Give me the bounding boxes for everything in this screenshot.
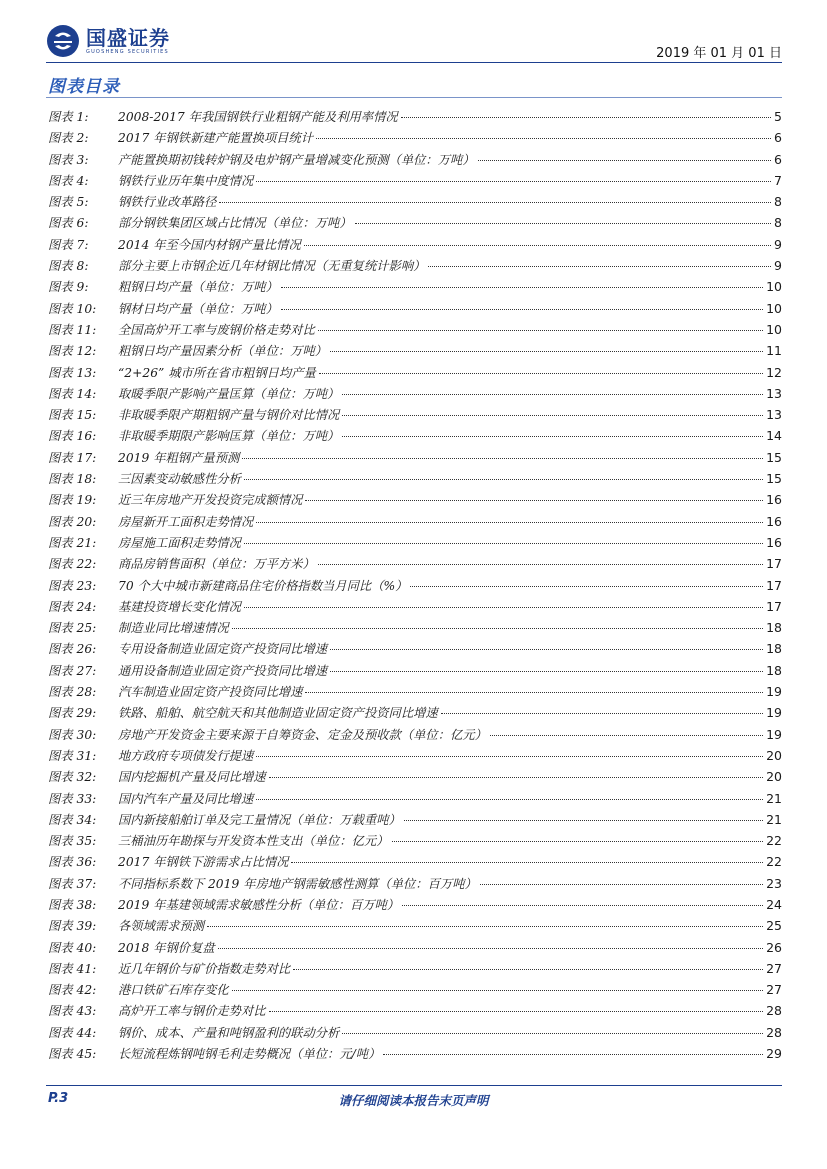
toc-leader-dots [219, 202, 771, 203]
toc-leader-dots [218, 948, 763, 949]
toc-entry-label: 图表 16: [48, 429, 97, 444]
toc-entry-page: 10 [766, 321, 782, 337]
toc-entry-page: 16 [766, 513, 782, 529]
toc-leader-dots [256, 756, 763, 757]
toc-entry[interactable] [48, 1023, 782, 1044]
toc-entry[interactable] [48, 150, 782, 171]
page-header [46, 20, 782, 64]
toc-entry-label: 图表 5: [48, 195, 89, 210]
toc-entry[interactable] [48, 725, 782, 746]
toc-entry-label: 图表 20: [48, 514, 97, 529]
page-number: P.3 [48, 1091, 69, 1106]
toc-entry-page: 29 [766, 1046, 782, 1062]
toc-entry-label: 图表 3: [48, 152, 89, 167]
toc-entry[interactable] [48, 256, 782, 277]
toc-entry-page: 6 [774, 151, 782, 167]
toc-entry-label: 图表 25: [48, 621, 97, 636]
toc-entry-label: 图表 21: [48, 535, 97, 550]
toc-entry[interactable] [48, 128, 782, 149]
toc-entry[interactable] [48, 661, 782, 682]
toc-entry[interactable] [48, 469, 782, 490]
toc-entry-page: 26 [766, 939, 782, 955]
toc-entry-page: 19 [766, 726, 782, 742]
toc-entry-title: 商品房销售面积（单位：万平方米） [118, 557, 315, 572]
toc-leader-dots [293, 969, 763, 970]
toc-entry[interactable] [48, 213, 782, 234]
toc-entry-title: 国内汽车产量及同比增速 [118, 791, 254, 806]
toc-entry-title: 基建投资增长变化情况 [118, 599, 241, 614]
toc-entry-label: 图表 31: [48, 748, 97, 763]
toc-entry-label: 图表 14: [48, 386, 97, 401]
toc-entry-label: 图表 10: [48, 301, 97, 316]
toc-entry-label: 图表 40: [48, 940, 97, 955]
disclaimer-note: 请仔细阅读本报告末页声明 [338, 1093, 489, 1108]
toc-entry-title: 钢材日均产量（单位：万吨） [118, 301, 278, 316]
toc-entry[interactable] [48, 192, 782, 213]
toc-leader-dots [256, 799, 763, 800]
toc-entry-page: 6 [774, 130, 782, 146]
toc-entry-title: 粗钢日均产量因素分析（单位：万吨） [118, 344, 328, 359]
toc-entry[interactable] [48, 597, 782, 618]
toc-leader-dots [269, 777, 764, 778]
toc-entry-title: 港口铁矿石库存变化 [118, 983, 229, 998]
toc-entry[interactable] [48, 746, 782, 767]
toc-entry-page: 28 [766, 1024, 782, 1040]
toc-leader-dots [244, 543, 763, 544]
toc-entry-title: 专用设备制造业固定资产投资同比增速 [118, 642, 328, 657]
toc-entry-label: 图表 26: [48, 642, 97, 657]
toc-entry[interactable] [48, 490, 782, 511]
toc-leader-dots [304, 245, 771, 246]
toc-entry-label: 图表 32: [48, 770, 97, 785]
toc-leader-dots [480, 884, 763, 885]
toc-entry-label: 图表 18: [48, 472, 97, 487]
toc-entry[interactable] [48, 277, 782, 298]
toc-leader-dots [256, 181, 771, 182]
toc-leader-dots [207, 926, 763, 927]
toc-leader-dots [402, 905, 763, 906]
toc-entry-title: 三桶油历年勘探与开发资本性支出（单位：亿元） [118, 834, 389, 849]
brand-logo [46, 24, 170, 58]
toc-entry-label: 图表 6: [48, 216, 89, 231]
toc-entry-title: 汽车制造业固定资产投资同比增速 [118, 685, 303, 700]
toc-entry-page: 17 [766, 577, 782, 593]
toc-entry-label: 图表 24: [48, 599, 97, 614]
toc-entry-page: 11 [766, 343, 782, 359]
toc-entry-title: 钢铁行业历年集中度情况 [118, 173, 254, 188]
toc-entry-label: 图表 44: [48, 1025, 97, 1040]
toc-entry-page: 24 [766, 896, 782, 912]
toc-entry-label: 图表 28: [48, 685, 97, 700]
toc-entry[interactable] [48, 363, 782, 384]
toc-entry[interactable] [48, 1001, 782, 1022]
toc-entry-title: 粗钢日均产量（单位：万吨） [118, 280, 278, 295]
toc-entry-title: 国内新接船舶订单及完工量情况（单位：万载重吨） [118, 812, 401, 827]
toc-leader-dots [330, 649, 763, 650]
toc-entry-label: 图表 17: [48, 450, 97, 465]
toc-entry[interactable] [48, 426, 782, 447]
toc-entry-title: 长短流程炼钢吨钢毛利走势概况（单位：元/吨） [118, 1047, 381, 1062]
toc-leader-dots [383, 1054, 763, 1055]
toc-entry-page: 17 [766, 598, 782, 614]
toc-entry-page: 16 [766, 492, 782, 508]
toc-entry-page: 27 [766, 982, 782, 998]
toc-entry-label: 图表 22: [48, 557, 97, 572]
toc-entry-label: 图表 7: [48, 237, 89, 252]
toc-entry-label: 图表 36: [48, 855, 97, 870]
toc-entry[interactable] [48, 767, 782, 788]
toc-entry-page: 21 [766, 790, 782, 806]
toc-entry-title: 取暖季限产影响产量匡算（单位：万吨） [118, 386, 340, 401]
toc-leader-dots [330, 351, 763, 352]
toc-entry[interactable] [48, 299, 782, 320]
toc-entry-title: 产能置换期初钱转炉钢及电炉钢产量增减变化预测（单位：万吨） [118, 152, 475, 167]
toc-entry-page: 10 [766, 279, 782, 295]
toc-entry-title: 近几年钢价与矿价指数走势对比 [118, 961, 291, 976]
toc-entry[interactable] [48, 533, 782, 554]
toc-entry-page: 19 [766, 684, 782, 700]
toc-entry-label: 图表 37: [48, 876, 97, 891]
toc-entry-page: 14 [766, 428, 782, 444]
toc-leader-dots [232, 628, 763, 629]
toc-leader-dots [256, 522, 763, 523]
toc-entry-title: 部分钢铁集团区域占比情况（单位：万吨） [118, 216, 352, 231]
toc-entry-label: 图表 4: [48, 173, 89, 188]
toc-entry[interactable] [48, 512, 782, 533]
toc-entry-title: 房屋新开工面积走势情况 [118, 514, 254, 529]
toc-entry[interactable] [48, 448, 782, 469]
toc-entry[interactable] [48, 1044, 782, 1065]
toc-entry[interactable] [48, 341, 782, 362]
toc-entry-label: 图表 8: [48, 259, 89, 274]
toc-entry-page: 21 [766, 811, 782, 827]
toc-entry-title: 2019 年粗钢产量预测 [118, 450, 240, 465]
toc-leader-dots [305, 692, 763, 693]
toc-entry[interactable] [48, 895, 782, 916]
toc-entry-page: 23 [766, 875, 782, 891]
toc-leader-dots [316, 138, 771, 139]
toc-entry-page: 8 [774, 194, 782, 210]
toc-entry-page: 10 [766, 300, 782, 316]
toc-entry[interactable] [48, 703, 782, 724]
toc-entry-title: 制造业同比增速情况 [118, 621, 229, 636]
toc-leader-dots [404, 820, 763, 821]
toc-entry[interactable] [48, 576, 782, 597]
toc-entry-page: 12 [766, 364, 782, 380]
toc-entry-label: 图表 45: [48, 1047, 97, 1062]
toc-entry[interactable] [48, 916, 782, 937]
report-date: 2019 年 01 月 01 日 [656, 46, 782, 61]
toc-entry-label: 图表 33: [48, 791, 97, 806]
toc-entry-label: 图表 29: [48, 706, 97, 721]
toc-entry-title: 非取暖季期限产影响匡算（单位：万吨） [118, 429, 340, 444]
toc-entry-page: 9 [774, 236, 782, 252]
toc-leader-dots [232, 990, 763, 991]
toc-entry-label: 图表 2: [48, 131, 89, 146]
toc-entry-label: 图表 9: [48, 280, 89, 295]
toc-entry-title: 2019 年基建领域需求敏感性分析（单位：百万吨） [118, 897, 400, 912]
toc-leader-dots [478, 160, 771, 161]
toc-leader-dots [318, 564, 763, 565]
toc-entry-label: 图表 42: [48, 983, 97, 998]
toc-entry-page: 19 [766, 705, 782, 721]
toc-entry-page: 25 [766, 918, 782, 934]
toc-entry-title: 三因素变动敏感性分析 [118, 472, 241, 487]
toc-entry-page: 5 [774, 109, 782, 124]
toc-entry-title: 全国高炉开工率与废钢价格走势对比 [118, 322, 315, 337]
toc-leader-dots [490, 735, 763, 736]
toc-entry-title: 2008-2017 年我国钢铁行业粗钢产能及利用率情况 [118, 110, 398, 124]
toc-entry-page: 18 [766, 662, 782, 678]
toc-leader-dots [269, 1011, 764, 1012]
toc-entry-title: 房屋施工面积走势情况 [118, 535, 241, 550]
toc-entry[interactable] [48, 554, 782, 575]
toc-leader-dots [242, 458, 763, 459]
toc-entry-page: 8 [774, 215, 782, 231]
toc-entry-page: 27 [766, 960, 782, 976]
toc-entry-page: 15 [766, 471, 782, 487]
toc-entry-label: 图表 23: [48, 578, 97, 593]
toc-entry[interactable] [48, 959, 782, 980]
toc-entry-page: 20 [766, 769, 782, 785]
toc-entry-page: 18 [766, 641, 782, 657]
toc-entry[interactable] [48, 405, 782, 426]
toc-entry-title: 国内挖掘机产量及同比增速 [118, 770, 266, 785]
toc-entry-page: 20 [766, 747, 782, 763]
toc-entry-title: 钢价、成本、产量和吨钢盈利的联动分析 [118, 1025, 340, 1040]
toc-entry[interactable] [48, 618, 782, 639]
toc-entry-page: 22 [766, 854, 782, 870]
brand-name-en: GUOSHENG SECURITIES [86, 48, 169, 55]
toc-entry[interactable] [48, 107, 782, 128]
toc-entry-title: 70 个大中城市新建商品住宅价格指数当月同比（%） [118, 578, 408, 593]
toc-leader-dots [342, 415, 763, 416]
toc-entry[interactable] [48, 682, 782, 703]
toc-entry-title: 部分主要上市钢企近几年材钢比情况（无重复统计影响） [118, 259, 426, 274]
toc-entry-label: 图表 38: [48, 897, 97, 912]
toc-entry-title: 地方政府专项债发行提速 [118, 748, 254, 763]
toc-entry[interactable] [48, 938, 782, 959]
guosheng-logo-icon [46, 24, 80, 58]
toc-leader-dots [281, 309, 763, 310]
toc-leader-dots [281, 287, 763, 288]
toc-entry-page: 16 [766, 534, 782, 550]
toc-entry-title: 近三年房地产开发投资完成额情况 [118, 493, 303, 508]
toc-entry[interactable] [48, 874, 782, 895]
toc-entry[interactable] [48, 789, 782, 810]
toc-leader-dots [318, 330, 763, 331]
toc-entry-page: 18 [766, 620, 782, 636]
toc-entry-title: 铁路、船舶、航空航天和其他制造业固定资产投资同比增速 [118, 706, 438, 721]
toc-entry-title: 不同指标系数下 2019 年房地产钢需敏感性测算（单位：百万吨） [118, 876, 477, 891]
toc-entry-label: 图表 39: [48, 919, 97, 934]
toc-entry[interactable] [48, 639, 782, 660]
toc-entry-label: 图表 27: [48, 663, 97, 678]
toc-entry-label: 图表 34: [48, 812, 97, 827]
toc-entry-title: 房地产开发资金主要来源于自筹资金、定金及预收款（单位：亿元） [118, 727, 487, 742]
toc-entry-title: 2014 年至今国内材钢产量比情况 [118, 237, 301, 252]
toc-entry-page: 15 [766, 449, 782, 465]
toc-entry-label: 图表 11: [48, 322, 97, 337]
section-title: 图表目录 [48, 77, 120, 97]
toc-entry-page: 7 [774, 172, 782, 188]
toc-leader-dots [355, 223, 771, 224]
toc-leader-dots [342, 1033, 763, 1034]
toc-leader-dots [342, 394, 763, 395]
toc-entry-title: 通用设备制造业固定资产投资同比增速 [118, 663, 328, 678]
toc-entry[interactable] [48, 980, 782, 1001]
toc-entry[interactable] [48, 852, 782, 873]
toc-leader-dots [244, 479, 763, 480]
toc-entry-label: 图表 19: [48, 493, 97, 508]
toc-entry[interactable] [48, 235, 782, 256]
toc-entry-page: 17 [766, 556, 782, 572]
toc-leader-dots [441, 713, 763, 714]
toc-entry-label: 图表 30: [48, 727, 97, 742]
toc-entry-label: 图表 35: [48, 834, 97, 849]
toc-leader-dots [392, 841, 764, 842]
toc-entry-title: 高炉开工率与钢价走势对比 [118, 1004, 266, 1019]
toc-entry-label: 图表 43: [48, 1004, 97, 1019]
toc-leader-dots [401, 117, 771, 118]
toc-leader-dots [291, 862, 763, 863]
toc-leader-dots [342, 436, 763, 437]
toc-entry[interactable] [48, 384, 782, 405]
toc-leader-dots [410, 586, 763, 587]
toc-leader-dots [305, 500, 763, 501]
toc-leader-dots [319, 373, 763, 374]
header-divider [46, 62, 782, 63]
footer-divider [46, 1085, 782, 1086]
toc-entry-title: 2017 年钢铁下游需求占比情况 [118, 855, 289, 870]
toc-entry-title: 2017 年钢铁新建产能置换项目统计 [118, 131, 314, 146]
toc-leader-dots [244, 607, 763, 608]
toc-entry-page: 22 [766, 833, 782, 849]
toc-entry-page: 13 [766, 407, 782, 423]
toc-entry-title: 钢铁行业改革路径 [118, 195, 217, 210]
toc-leader-dots [428, 266, 771, 267]
toc-entry-label: 图表 13: [48, 365, 97, 380]
figure-index [48, 107, 782, 1065]
toc-entry-title: 各领域需求预测 [118, 919, 205, 934]
toc-entry-title: 非取暖季限产期粗钢产量与钢价对比情况 [118, 408, 340, 423]
brand-name-cn: 国盛证券 [86, 25, 170, 50]
toc-entry-title: “2+26” 城市所在省市粗钢日均产量 [118, 365, 316, 380]
toc-entry-label: 图表 15: [48, 408, 97, 423]
toc-entry[interactable] [48, 810, 782, 831]
toc-entry-page: 13 [766, 385, 782, 401]
toc-entry-label: 图表 12: [48, 344, 97, 359]
toc-entry-page: 28 [766, 1003, 782, 1019]
toc-entry[interactable] [48, 171, 782, 192]
toc-entry-label: 图表 41: [48, 961, 97, 976]
toc-leader-dots [330, 671, 763, 672]
toc-entry[interactable] [48, 831, 782, 852]
toc-entry-page: 9 [774, 258, 782, 274]
title-divider [46, 97, 782, 98]
toc-entry-title: 2018 年钢价复盘 [118, 940, 215, 955]
toc-entry-label: 图表 1: [48, 110, 89, 124]
toc-entry[interactable] [48, 320, 782, 341]
